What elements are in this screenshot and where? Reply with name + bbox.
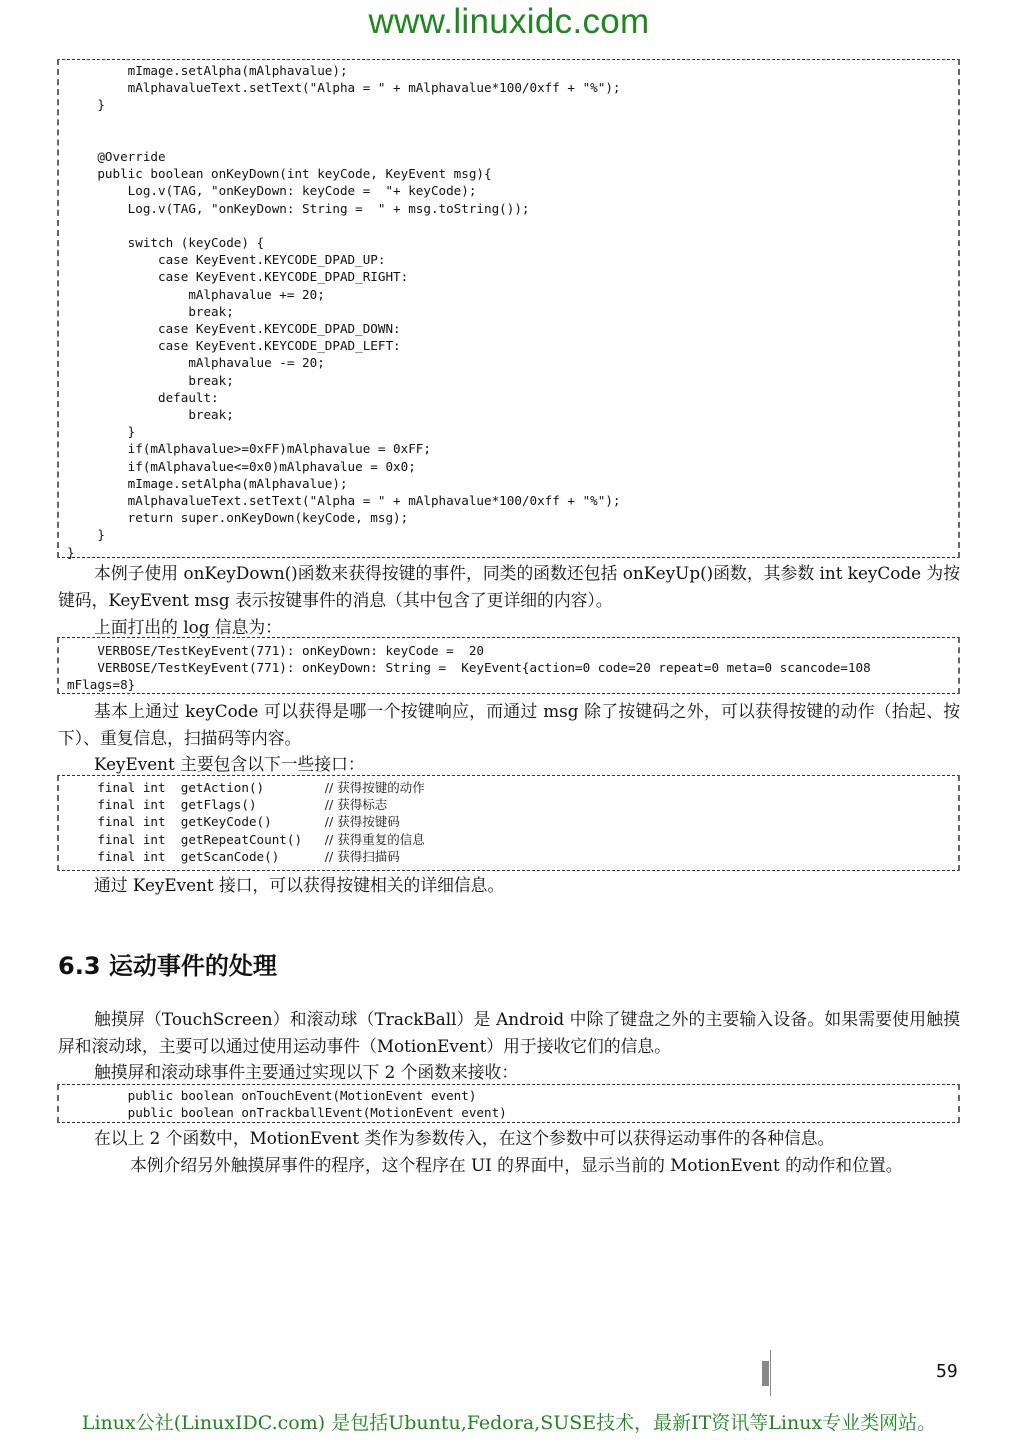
paragraph-keyevent-summary: 通过 KeyEvent 接口，可以获得按键相关的详细信息。 [94, 875, 505, 895]
paragraph-motionevent-param: 在以上 2 个函数中，MotionEvent 类作为参数传入，在这个参数中可以获得运动事件的各种信息。 [94, 1128, 835, 1148]
code-line: final int getFlags() // 获得标志 [67, 797, 388, 813]
paragraph-log-intro: 上面打出的 log 信息为： [94, 617, 282, 637]
code-block-log-output [57, 637, 960, 694]
site-header: www.linuxidc.com [368, 2, 650, 41]
page-number: 59 [936, 1361, 958, 1382]
page-marker-bar [762, 1361, 769, 1386]
code-line: final int getScanCode() // 获得扫描码 [67, 848, 400, 864]
section-heading: 6.3 运动事件的处理 [58, 952, 277, 980]
code-block-motion-functions [57, 1084, 960, 1123]
paragraph-onkeydown-explanation: 本例子使用 onKeyDown()函数来获得按键的事件，同类的函数还包括 onKeyUp()函数，其参数 int keyCode 为按键码，KeyEvent msg 表示按键事件的消息（其中包含了更详细的内容）。 [58, 563, 960, 610]
site-footer: Linux公社(LinuxIDC.com) 是包括Ubuntu,Fedora,SUSE技术，最新IT资讯等Linux专业类网站。 [81, 1412, 937, 1434]
code-line: final int getRepeatCount() // 获得重复的信息 [67, 831, 425, 847]
paragraph-keycode-explanation: 基本上通过 keyCode 可以获得是哪一个按键响应，而通过 msg 除了按键码之外，可以获得按键的动作（抬起、按下）、重复信息，扫描码等内容。 [58, 701, 960, 748]
code-block-onkeydown [57, 59, 960, 558]
code-text: public boolean onTouchEvent(MotionEvent event) public boolean onTrackballEvent(MotionEvent event) [127, 1088, 507, 1121]
paragraph-example-intro: 本例介绍另外触摸屏事件的程序，这个程序在 UI 的界面中，显示当前的 MotionEvent 的动作和位置。 [130, 1155, 903, 1175]
code-line: final int getAction() // 获得按键的动作 [67, 780, 425, 795]
code-block-keyevent-interfaces [57, 775, 960, 871]
paragraph-motion-devices: 触摸屏（TouchScreen）和滚动球（TrackBall）是 Android 中除了键盘之外的主要输入设备。如果需要使用触摸屏和滚动球，主要可以通过使用运动事件（MotionEvent）用于接收它们的信息。 [58, 1009, 960, 1056]
code-line: final int getKeyCode() // 获得按键码 [67, 814, 400, 830]
code-text: VERBOSE/TestKeyEvent(771): onKeyDown: keyCode = 20 VERBOSE/TestKeyEvent(771): onKeyDown: String = KeyEvent{action=0 code=20 repeat=0 meta=0 scancode=108 mFlags=8} [67, 643, 871, 693]
page-marker-rule [770, 1350, 771, 1396]
code-text: mImage.setAlpha(mAlphavalue); mAlphavalueText.setText("Alpha = " + mAlphavalue*100/0xff + "%"); } @Override public boolean onKeyDown(int keyCode, KeyEvent msg){ Log.v(TAG, "onKeyDown: keyCode = "+ keyCode); Log.v(TAG, "onKeyDown: String = " + msg.toString()); switch (keyCode) { case KeyEvent.KEYCODE_DPAD_UP: case KeyEvent.KEYCODE_DPAD_RIGHT: mAlphavalue += 20; break; case KeyEvent.KEYCODE_DPAD_DOWN: case KeyEvent.KEYCODE_DPAD_LEFT: mAlphavalue -= 20; break; default: break; } if(mAlphavalue>=0xFF)mAlphavalue = 0xFF; if(mAlphavalue<=0x0)mAlphavalue = 0x0; mImage.setAlpha(mAlphavalue); mAlphavalueText.setText("Alpha = " + mAlphavalue*100/0xff + "%"); return super.onKeyDown(keyCode, msg); } } [67, 63, 621, 560]
paragraph-keyevent-interfaces-intro: KeyEvent 主要包含以下一些接口： [94, 754, 365, 774]
paragraph-motion-functions-intro: 触摸屏和滚动球事件主要通过实现以下 2 个函数来接收： [94, 1062, 519, 1082]
